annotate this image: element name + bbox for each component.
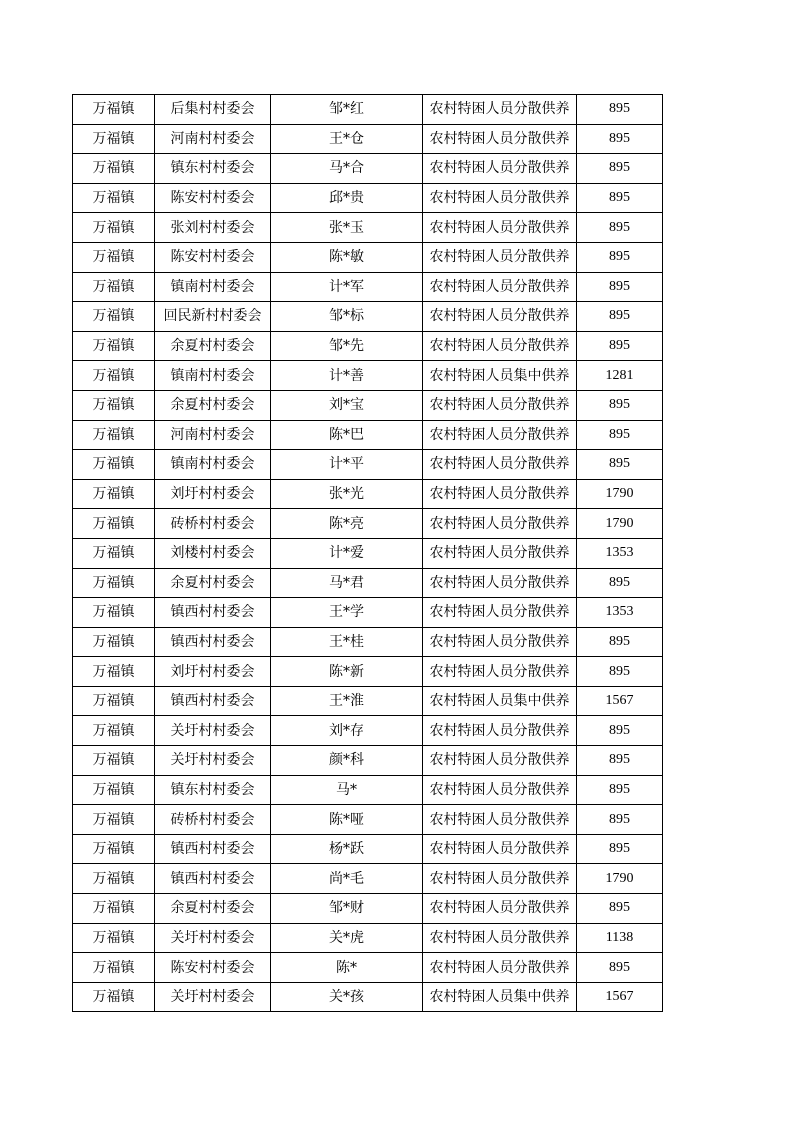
village-cell: 砖桥村村委会 <box>155 805 271 835</box>
assistance-type-cell: 农村特困人员集中供养 <box>423 982 577 1012</box>
amount-cell: 895 <box>577 272 663 302</box>
table-row <box>73 213 663 243</box>
amount-cell: 895 <box>577 746 663 776</box>
amount-cell: 1353 <box>577 598 663 628</box>
village-cell: 余夏村村委会 <box>155 568 271 598</box>
table-row <box>73 183 663 213</box>
assistance-type-cell: 农村特困人员分散供养 <box>423 479 577 509</box>
name-cell: 陈* <box>271 953 423 983</box>
amount-cell: 895 <box>577 242 663 272</box>
name-cell: 张*光 <box>271 479 423 509</box>
table-row <box>73 272 663 302</box>
name-cell: 马* <box>271 775 423 805</box>
village-cell: 刘圩村村委会 <box>155 479 271 509</box>
amount-cell: 895 <box>577 716 663 746</box>
town-cell: 万福镇 <box>73 923 155 953</box>
assistance-type-cell: 农村特困人员分散供养 <box>423 923 577 953</box>
town-cell: 万福镇 <box>73 746 155 776</box>
name-cell: 陈*敏 <box>271 242 423 272</box>
village-cell: 镇南村村委会 <box>155 272 271 302</box>
table-row <box>73 775 663 805</box>
name-cell: 关*孩 <box>271 982 423 1012</box>
table-row <box>73 686 663 716</box>
name-cell: 关*虎 <box>271 923 423 953</box>
town-cell: 万福镇 <box>73 864 155 894</box>
amount-cell: 895 <box>577 894 663 924</box>
assistance-type-cell: 农村特困人员分散供养 <box>423 805 577 835</box>
town-cell: 万福镇 <box>73 450 155 480</box>
assistance-type-cell: 农村特困人员分散供养 <box>423 746 577 776</box>
town-cell: 万福镇 <box>73 982 155 1012</box>
village-cell: 镇西村村委会 <box>155 627 271 657</box>
amount-cell: 1281 <box>577 361 663 391</box>
town-cell: 万福镇 <box>73 361 155 391</box>
table-row <box>73 242 663 272</box>
town-cell: 万福镇 <box>73 302 155 332</box>
town-cell: 万福镇 <box>73 124 155 154</box>
village-cell: 镇东村村委会 <box>155 154 271 184</box>
village-cell: 镇东村村委会 <box>155 775 271 805</box>
amount-cell: 895 <box>577 420 663 450</box>
amount-cell: 895 <box>577 95 663 125</box>
amount-cell: 895 <box>577 183 663 213</box>
assistance-type-cell: 农村特困人员分散供养 <box>423 272 577 302</box>
amount-cell: 895 <box>577 450 663 480</box>
town-cell: 万福镇 <box>73 183 155 213</box>
table-row <box>73 834 663 864</box>
town-cell: 万福镇 <box>73 775 155 805</box>
village-cell: 河南村村委会 <box>155 420 271 450</box>
assistance-type-cell: 农村特困人员集中供养 <box>423 686 577 716</box>
village-cell: 陈安村村委会 <box>155 242 271 272</box>
town-cell: 万福镇 <box>73 272 155 302</box>
name-cell: 计*善 <box>271 361 423 391</box>
town-cell: 万福镇 <box>73 657 155 687</box>
town-cell: 万福镇 <box>73 598 155 628</box>
name-cell: 陈*新 <box>271 657 423 687</box>
table-row <box>73 331 663 361</box>
table-row <box>73 450 663 480</box>
assistance-type-cell: 农村特困人员分散供养 <box>423 213 577 243</box>
name-cell: 邹*红 <box>271 95 423 125</box>
table-row <box>73 509 663 539</box>
amount-cell: 1353 <box>577 538 663 568</box>
table-row <box>73 420 663 450</box>
town-cell: 万福镇 <box>73 420 155 450</box>
assistance-type-cell: 农村特困人员分散供养 <box>423 124 577 154</box>
assistance-type-cell: 农村特困人员分散供养 <box>423 509 577 539</box>
town-cell: 万福镇 <box>73 805 155 835</box>
village-cell: 河南村村委会 <box>155 124 271 154</box>
town-cell: 万福镇 <box>73 95 155 125</box>
table-row <box>73 95 663 125</box>
roster-table <box>72 94 663 1012</box>
amount-cell: 895 <box>577 390 663 420</box>
name-cell: 张*玉 <box>271 213 423 243</box>
name-cell: 陈*哑 <box>271 805 423 835</box>
name-cell: 马*君 <box>271 568 423 598</box>
table-row <box>73 479 663 509</box>
amount-cell: 1790 <box>577 864 663 894</box>
town-cell: 万福镇 <box>73 686 155 716</box>
town-cell: 万福镇 <box>73 331 155 361</box>
village-cell: 镇南村村委会 <box>155 450 271 480</box>
name-cell: 计*军 <box>271 272 423 302</box>
assistance-type-cell: 农村特困人员分散供养 <box>423 420 577 450</box>
amount-cell: 895 <box>577 568 663 598</box>
roster-table-body <box>73 95 663 1012</box>
name-cell: 邱*贵 <box>271 183 423 213</box>
amount-cell: 1567 <box>577 982 663 1012</box>
town-cell: 万福镇 <box>73 479 155 509</box>
amount-cell: 1138 <box>577 923 663 953</box>
table-row <box>73 746 663 776</box>
table-row <box>73 953 663 983</box>
name-cell: 陈*亮 <box>271 509 423 539</box>
amount-cell: 895 <box>577 213 663 243</box>
village-cell: 镇西村村委会 <box>155 834 271 864</box>
amount-cell: 895 <box>577 124 663 154</box>
village-cell: 后集村村委会 <box>155 95 271 125</box>
amount-cell: 895 <box>577 302 663 332</box>
town-cell: 万福镇 <box>73 568 155 598</box>
village-cell: 刘楼村村委会 <box>155 538 271 568</box>
table-row <box>73 805 663 835</box>
name-cell: 王*仓 <box>271 124 423 154</box>
village-cell: 张刘村村委会 <box>155 213 271 243</box>
assistance-type-cell: 农村特困人员分散供养 <box>423 242 577 272</box>
village-cell: 关圩村村委会 <box>155 716 271 746</box>
assistance-type-cell: 农村特困人员分散供养 <box>423 627 577 657</box>
amount-cell: 895 <box>577 953 663 983</box>
amount-cell: 1567 <box>577 686 663 716</box>
table-row <box>73 657 663 687</box>
village-cell: 镇西村村委会 <box>155 864 271 894</box>
town-cell: 万福镇 <box>73 834 155 864</box>
village-cell: 陈安村村委会 <box>155 953 271 983</box>
name-cell: 王*淮 <box>271 686 423 716</box>
name-cell: 王*桂 <box>271 627 423 657</box>
town-cell: 万福镇 <box>73 953 155 983</box>
table-row <box>73 864 663 894</box>
town-cell: 万福镇 <box>73 894 155 924</box>
town-cell: 万福镇 <box>73 154 155 184</box>
village-cell: 回民新村村委会 <box>155 302 271 332</box>
table-row <box>73 390 663 420</box>
name-cell: 杨*跃 <box>271 834 423 864</box>
table-row <box>73 302 663 332</box>
assistance-type-cell: 农村特困人员分散供养 <box>423 568 577 598</box>
table-row <box>73 982 663 1012</box>
name-cell: 王*学 <box>271 598 423 628</box>
name-cell: 计*平 <box>271 450 423 480</box>
assistance-type-cell: 农村特困人员分散供养 <box>423 864 577 894</box>
village-cell: 关圩村村委会 <box>155 746 271 776</box>
name-cell: 刘*存 <box>271 716 423 746</box>
town-cell: 万福镇 <box>73 538 155 568</box>
assistance-type-cell: 农村特困人员分散供养 <box>423 657 577 687</box>
assistance-type-cell: 农村特困人员分散供养 <box>423 538 577 568</box>
name-cell: 邹*先 <box>271 331 423 361</box>
name-cell: 陈*巴 <box>271 420 423 450</box>
assistance-type-cell: 农村特困人员分散供养 <box>423 834 577 864</box>
assistance-type-cell: 农村特困人员分散供养 <box>423 302 577 332</box>
table-row <box>73 598 663 628</box>
assistance-type-cell: 农村特困人员分散供养 <box>423 331 577 361</box>
amount-cell: 895 <box>577 805 663 835</box>
name-cell: 计*爱 <box>271 538 423 568</box>
assistance-type-cell: 农村特困人员分散供养 <box>423 154 577 184</box>
table-row <box>73 923 663 953</box>
table-row <box>73 538 663 568</box>
village-cell: 镇西村村委会 <box>155 598 271 628</box>
amount-cell: 1790 <box>577 509 663 539</box>
village-cell: 镇西村村委会 <box>155 686 271 716</box>
village-cell: 刘圩村村委会 <box>155 657 271 687</box>
table-row <box>73 627 663 657</box>
table-row <box>73 361 663 391</box>
town-cell: 万福镇 <box>73 242 155 272</box>
assistance-type-cell: 农村特困人员分散供养 <box>423 450 577 480</box>
village-cell: 关圩村村委会 <box>155 982 271 1012</box>
village-cell: 陈安村村委会 <box>155 183 271 213</box>
village-cell: 余夏村村委会 <box>155 331 271 361</box>
amount-cell: 895 <box>577 775 663 805</box>
table-row <box>73 124 663 154</box>
assistance-type-cell: 农村特困人员分散供养 <box>423 953 577 983</box>
town-cell: 万福镇 <box>73 390 155 420</box>
assistance-type-cell: 农村特困人员分散供养 <box>423 183 577 213</box>
assistance-type-cell: 农村特困人员分散供养 <box>423 894 577 924</box>
amount-cell: 895 <box>577 154 663 184</box>
amount-cell: 895 <box>577 834 663 864</box>
name-cell: 颜*科 <box>271 746 423 776</box>
table-row <box>73 716 663 746</box>
town-cell: 万福镇 <box>73 509 155 539</box>
assistance-type-cell: 农村特困人员分散供养 <box>423 716 577 746</box>
village-cell: 镇南村村委会 <box>155 361 271 391</box>
village-cell: 关圩村村委会 <box>155 923 271 953</box>
table-row <box>73 154 663 184</box>
village-cell: 余夏村村委会 <box>155 390 271 420</box>
name-cell: 尚*毛 <box>271 864 423 894</box>
assistance-type-cell: 农村特困人员分散供养 <box>423 598 577 628</box>
village-cell: 砖桥村村委会 <box>155 509 271 539</box>
assistance-type-cell: 农村特困人员分散供养 <box>423 775 577 805</box>
table-row <box>73 568 663 598</box>
town-cell: 万福镇 <box>73 213 155 243</box>
table-row <box>73 894 663 924</box>
name-cell: 邹*财 <box>271 894 423 924</box>
name-cell: 邹*标 <box>271 302 423 332</box>
name-cell: 刘*宝 <box>271 390 423 420</box>
amount-cell: 1790 <box>577 479 663 509</box>
amount-cell: 895 <box>577 331 663 361</box>
town-cell: 万福镇 <box>73 627 155 657</box>
name-cell: 马*合 <box>271 154 423 184</box>
amount-cell: 895 <box>577 657 663 687</box>
assistance-type-cell: 农村特困人员分散供养 <box>423 95 577 125</box>
amount-cell: 895 <box>577 627 663 657</box>
assistance-type-cell: 农村特困人员分散供养 <box>423 390 577 420</box>
assistance-type-cell: 农村特困人员集中供养 <box>423 361 577 391</box>
town-cell: 万福镇 <box>73 716 155 746</box>
village-cell: 余夏村村委会 <box>155 894 271 924</box>
